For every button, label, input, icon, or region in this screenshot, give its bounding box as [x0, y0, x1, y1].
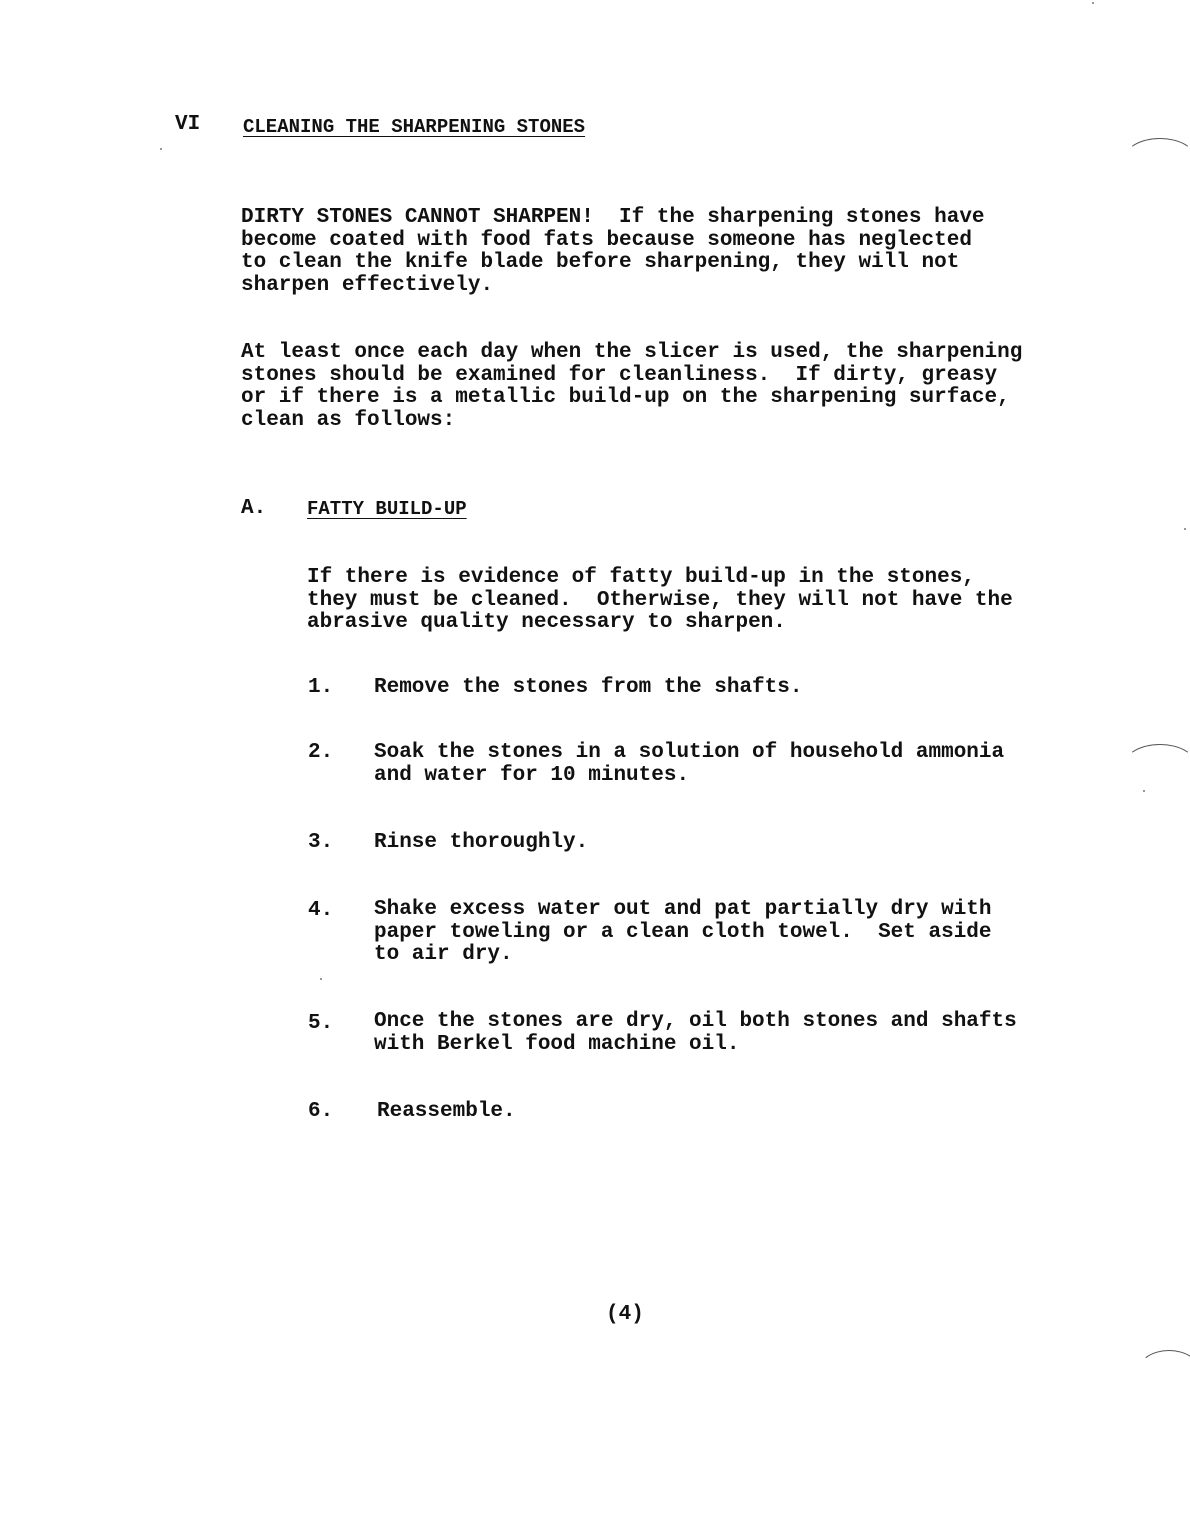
binder-hole-mark — [1124, 744, 1190, 786]
step-number: 2. — [308, 741, 334, 764]
scan-speck — [1143, 790, 1145, 792]
step-number: 3. — [308, 831, 334, 854]
subsection-intro: If there is evidence of fatty build-up in the stones, they must be cleaned. Otherwise, they will not have the abrasive quality necessary to sharpen. — [307, 566, 1013, 634]
scan-speck — [160, 148, 162, 150]
step-number: 1. — [308, 676, 334, 699]
binder-hole-mark — [1138, 1350, 1190, 1392]
step-number: 6. — [308, 1100, 334, 1123]
step-text: Reassemble. — [377, 1100, 516, 1123]
page-number: (4) — [606, 1303, 644, 1326]
step-text: Once the stones are dry, oil both stones and shafts with Berkel food machine oil. — [374, 1010, 1017, 1056]
step-text: Remove the stones from the shafts. — [374, 676, 803, 699]
scan-speck — [320, 978, 322, 980]
step-text: Rinse thoroughly. — [374, 831, 589, 854]
step-number: 5. — [308, 1012, 334, 1035]
subsection-title: FATTY BUILD-UP — [307, 498, 467, 520]
step-number: 4. — [308, 899, 334, 922]
binder-hole-mark — [1124, 138, 1190, 180]
scan-speck — [1092, 2, 1094, 4]
inspection-paragraph: At least once each day when the slicer is used, the sharpening stones should be examined for cleanliness. If dirty, greasy or if there is a metallic build-up on the sharpening surface, clean as follows: — [241, 341, 1023, 432]
step-text: Shake excess water out and pat partially dry with paper toweling or a clean cloth towel. Set aside to air dry. — [374, 898, 992, 966]
section-title: CLEANING THE SHARPENING STONES — [243, 116, 586, 138]
subsection-letter: A. — [241, 497, 267, 520]
section-number: VI — [175, 113, 201, 136]
step-text: Soak the stones in a solution of household ammonia and water for 10 minutes. — [374, 741, 1005, 787]
scan-speck — [1184, 528, 1186, 530]
intro-paragraph: DIRTY STONES CANNOT SHARPEN! If the sharpening stones have become coated with food fats because someone has neglected to clean the knife blade before sharpening, they will not sharpen effectively. — [241, 206, 985, 297]
